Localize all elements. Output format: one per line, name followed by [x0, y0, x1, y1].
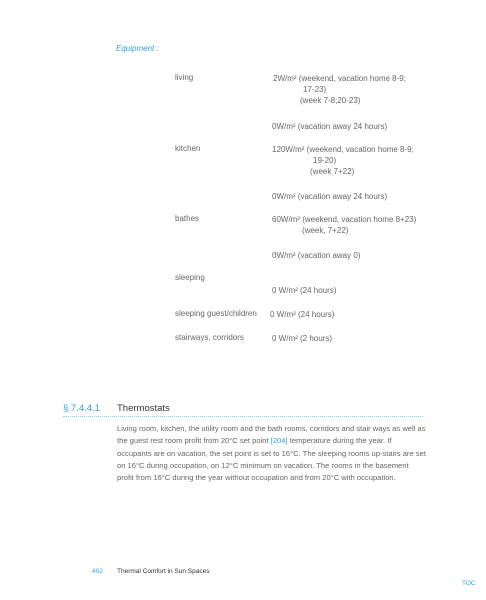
equipment-label-living: living	[175, 73, 194, 82]
section-number: § 7.4.4.1	[63, 403, 100, 414]
equipment-heading: Equipment :	[116, 44, 159, 53]
equipment-label-stairways: stairways, corridors	[175, 333, 244, 342]
equipment-value: (week 7-8;20-23)	[300, 96, 361, 105]
equipment-label-kitchen: kitchen	[175, 144, 201, 153]
equipment-value: 19-20)	[313, 156, 337, 165]
equipment-value: 0 W/m² (24 hours)	[272, 286, 337, 295]
equipment-label-sleeping-guest: sleeping guest/children	[175, 309, 257, 318]
running-title: Thermal Comfort in Sun Spaces	[117, 568, 210, 575]
equipment-value: 0W/m² (vacation away 24 hours)	[272, 122, 388, 131]
equipment-value: 0 W/m² (2 hours)	[272, 334, 333, 343]
equipment-value: 120W/m² (weekend, vacation home 8-9;	[272, 145, 414, 154]
equipment-value: 0W/m² (vacation away 0)	[272, 251, 361, 260]
equipment-label-sleeping: sleeping	[175, 273, 205, 282]
citation-link[interactable]: [204]	[270, 436, 288, 446]
page-number: 402	[92, 568, 103, 575]
equipment-value: (week, 7+22)	[302, 226, 349, 235]
equipment-value: (week 7+22)	[310, 167, 355, 176]
equipment-label-bathes: bathes	[175, 214, 200, 223]
toc-link[interactable]: TOC	[462, 580, 476, 587]
equipment-value: 60W/m² (weekend, vacation home 8+23)	[272, 215, 417, 224]
section-title: Thermostats	[117, 403, 170, 414]
section-paragraph: Living room, kitchen, the utility room and the bath rooms, corridors and stair ways as well as the guest rest room profit from 20°C set point [204] temperature during the year. If occupants are on vacation, the set point is set to 16°C. The sleeping rooms up-stairs are set on 16°C during occupation, on 12°C minimum on vacation. The rooms in the basement profit from 16°C during the year without occupation and from 20°C with occupation.	[117, 424, 426, 483]
equipment-value: 0 W/m² (24 hours)	[270, 310, 335, 319]
equipment-value: 17-23)	[303, 85, 327, 94]
section-divider	[63, 416, 423, 417]
equipment-value: 0W/m² (vacation away 24 hours)	[272, 192, 388, 201]
equipment-value: 2W/m² (weekend, vacation home 8-9;	[273, 74, 406, 83]
